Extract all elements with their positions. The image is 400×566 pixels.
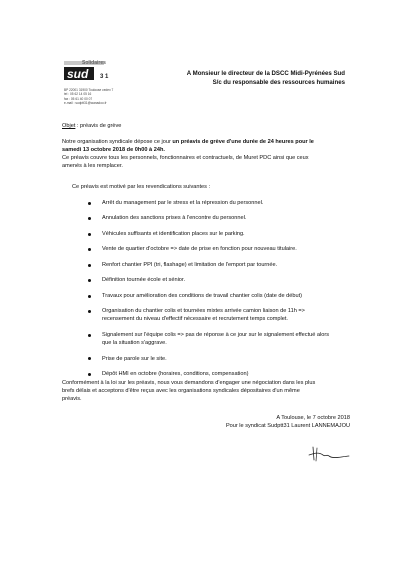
intro-text: Notre organisation syndicale dépose ce jour — [62, 139, 173, 145]
list-item: Prise de parole sur le site. — [62, 355, 352, 363]
intro-bold-text: un préavis de grève d'une durée de 24 heures pour le — [172, 139, 314, 145]
bullet-icon — [88, 334, 91, 337]
subject-text: : préavis de grève — [75, 123, 122, 129]
demands-list — [62, 199, 352, 378]
list-item: Organisation du chantier colis et tournées mixtes arrivée camion liaison de 11h => recensement du niveau d'effectif nécessaire et recrutement temps complet. — [62, 307, 352, 323]
bullet-icon — [88, 310, 91, 313]
closing-paragraph: Conformément à la loi sur les préavis, nous vous demandons d'engager une négociation dans les plus brefs délais et acceptons d'être reçus avec les organisations syndicales dépositaires d'un même préavis. — [62, 380, 316, 403]
bullet-icon — [88, 248, 91, 251]
sender-line: e-mail : sudptt31@wanadoo.fr — [64, 101, 107, 106]
signoff-block — [200, 414, 350, 430]
logo-secondary-text: Solidaires — [82, 60, 106, 66]
bullet-icon — [88, 217, 91, 220]
bullet-icon — [88, 202, 91, 205]
bullet-icon — [88, 295, 91, 298]
list-item: Véhicules suffisants et identification places sur le parking. — [62, 230, 352, 238]
list-item: Vente de quartier d'octobre => date de prise en fonction pour nouveau titulaire. — [62, 245, 352, 253]
list-item: Annulation des sanctions prises à l'encontre du personnel. — [62, 214, 352, 222]
logo-main-text: sud — [67, 67, 89, 81]
motive-text: Ce préavis est motivé par les revendications suivantes : — [72, 184, 211, 190]
subject-label: Objet — [62, 123, 76, 129]
logo-number-text: 3 1 — [100, 74, 109, 80]
list-item: Signalement sur l'équipe colis => pas de réponse à ce jour sur le signalement effectué alors que la situation s'aggrave. — [62, 331, 352, 347]
bullet-icon — [88, 233, 91, 236]
list-item: Renfort chantier PPI (tri, flashage) et limitation de l'emport par tournée. — [62, 261, 352, 269]
sender-address — [64, 88, 134, 106]
bullet-icon — [88, 357, 91, 360]
bullet-icon — [88, 279, 91, 282]
intro-paragraph — [62, 138, 350, 170]
recipient-line-1: A Monsieur le directeur de la DSCC Midi-Pyrénées Sud — [186, 70, 345, 77]
subject-line — [62, 123, 121, 130]
motive-paragraph — [62, 183, 350, 191]
list-item: Dépôt HMI en octobre (horaires, conditions, compensation) — [62, 370, 352, 378]
strike-date: samedi 13 octobre 2018 de 0h00 à 24h. — [62, 147, 165, 154]
bullet-icon — [88, 373, 91, 376]
list-item: Définition tournée école et sénior. — [62, 276, 352, 284]
recipient-line-2: S/c du responsable des ressources humaines — [212, 78, 345, 86]
coverage-text: Ce préavis couvre tous les personnels, fonctionnaires et contractuels, de Muret PDC ainsi que ceux — [62, 155, 309, 162]
coverage-text: amenés à les remplacer. — [62, 163, 123, 170]
place-date: A Toulouse, le 7 octobre 2018 — [276, 415, 350, 421]
sender-line: BP 22001 31900 Toulouse cedex 7 — [64, 88, 114, 92]
sud-ptt-logo — [62, 57, 130, 87]
sender-line: tel : 05 62 14 05 16 — [64, 92, 92, 97]
list-item: Arrêt du management par le stress et la répression du personnel. — [62, 199, 352, 207]
signatory: Pour le syndicat Sudptt31 Laurent LANNEMAJOU — [225, 423, 350, 430]
list-item: Travaux pour amélioration des conditions de travail chantier colis (date de début) — [62, 292, 352, 300]
handwritten-signature — [305, 444, 353, 464]
recipient-block — [150, 70, 345, 87]
bullet-icon — [88, 264, 91, 267]
sender-line: fax : 05 61 40 00 07 — [64, 96, 93, 101]
